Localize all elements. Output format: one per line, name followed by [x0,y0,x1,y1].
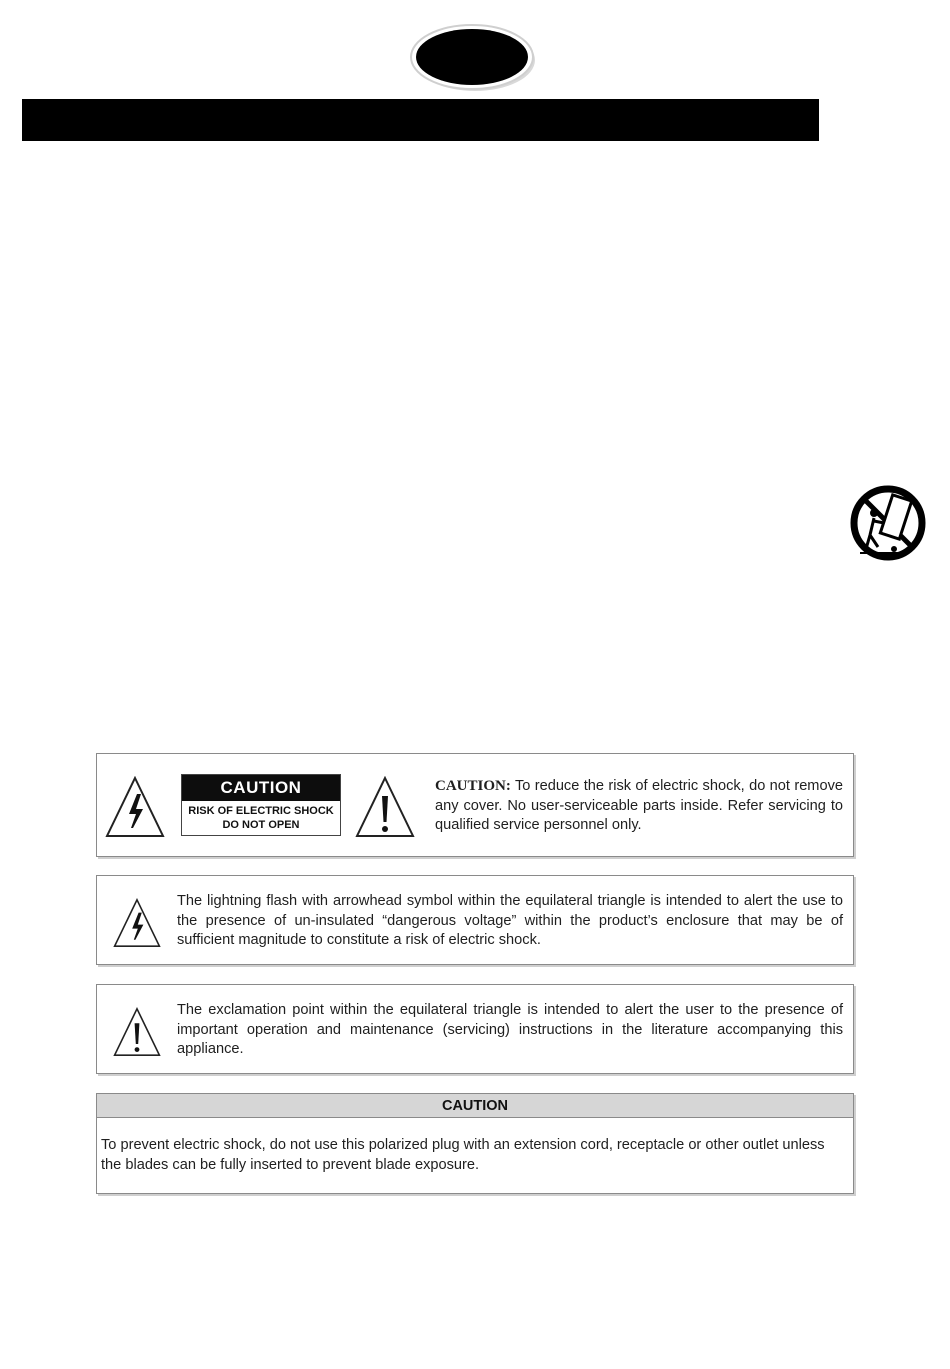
header-oval-badge [408,22,538,94]
exclamation-explanation-text: The exclamation point within the equilateral triangle is intended to alert the user to the presence of important operation and maintenance (servicing) instructions in the literature accompanying this appliance. [177,1002,843,1057]
caution-lead: CAUTION: [435,778,511,794]
polarized-plug-caution-panel [96,1093,854,1194]
lightning-triangle-icon [105,776,165,838]
polarized-plug-caution-text: To prevent electric shock, do not use this polarized plug with an extension cord, receptacle or other outlet unless the blades can be fully inserted to prevent blade exposure. [101,1137,825,1173]
lightning-explanation-text: The lightning flash with arrowhead symbol within the equilateral triangle is intended to alert the use to the presence of un-insulated “dangerous voltage” within the product’s enclosure that may be of sufficient magnitude to constitute a risk of electric shock. [177,893,843,948]
caution-warning-label [181,774,341,836]
exclamation-triangle-icon [113,1007,161,1057]
cart-tipover-warning-icon [848,483,928,563]
caution-label-panel [96,753,854,857]
caution-label-line1: RISK OF ELECTRIC SHOCK [188,805,334,817]
caution-label-title: CAUTION [182,775,340,801]
lightning-triangle-icon [113,898,161,948]
lightning-explanation-panel [96,875,854,965]
exclamation-explanation-panel [96,984,854,1074]
header-bar [22,99,819,141]
polarized-plug-caution-title: CAUTION [97,1094,853,1118]
caution-text [435,777,843,836]
caution-body: To reduce the risk of electric shock, do not remove any cover. No user-serviceable parts inside. Refer servicing to qualified service personnel only. [435,778,843,833]
caution-label-line2: DO NOT OPEN [222,819,300,831]
exclamation-triangle-icon [355,776,415,838]
